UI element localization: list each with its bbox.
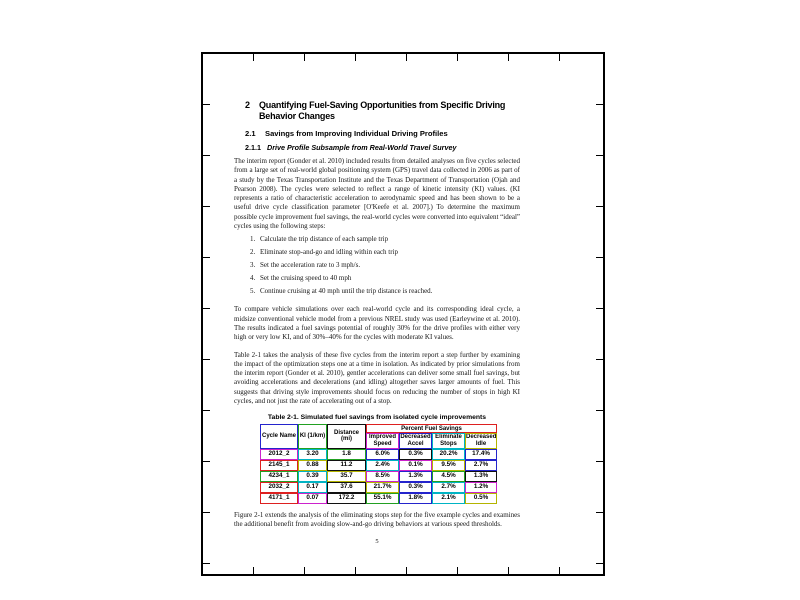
cell-distance: 11.2 [327, 460, 366, 471]
subsection-number: 2.1 [245, 129, 256, 138]
cell-decreased-accel: 0.3% [399, 449, 432, 460]
ruler-ticks-left [203, 54, 210, 574]
section-number: 2 [245, 100, 250, 110]
cell-distance: 35.7 [327, 471, 366, 482]
list-item-text: Set the acceleration rate to 3 mph/s. [260, 261, 361, 270]
section-title: Quantifying Fuel-Saving Opportunities from Specific Driving Behavior Changes [259, 100, 506, 121]
list-item-number: 3. [250, 261, 256, 270]
ideal-cycle-steps-list [234, 235, 520, 300]
list-item [250, 248, 520, 261]
cell-decreased-accel: 1.3% [399, 471, 432, 482]
table-header-row-1 [260, 424, 497, 433]
list-item-number: 1. [250, 235, 256, 244]
cell-distance: 1.8 [327, 449, 366, 460]
ruler-ticks-bottom [203, 567, 603, 574]
cell-eliminate-stops: 4.5% [432, 471, 465, 482]
list-item-text: Continue cruising at 40 mph until the trip distance is reached. [260, 287, 433, 296]
paragraph-3: Table 2-1 takes the analysis of these five cycles from the interim report a step further by examining the impact of the optimization steps one at a time in isolation. As indicated by prior simulations from the interim report (Gonder et al. 2010), gentler accelerations can deliver some small fuel savings, but avoiding accelerations and decelerations (and idling) altogether saves larger amounts of fuel. This suggests that driving style improvements should focus on reducing the number of stops in high KI cycles, and not just the rate of accelerating out of a stop. [234, 350, 520, 406]
list-item [250, 235, 520, 248]
cell-decreased-idle: 17.4% [465, 449, 497, 460]
col-header-ki: KI (1/km) [298, 424, 327, 448]
list-item [250, 274, 520, 287]
list-item [250, 261, 520, 274]
col-header-percent-fuel-savings: Percent Fuel Savings [366, 424, 497, 433]
col-header-decreased-accel: Decreased Accel [400, 434, 431, 447]
subsubsection-number: 2.1.1 [245, 143, 261, 152]
table-caption: Table 2-1. Simulated fuel savings from isolated cycle improvements [267, 414, 487, 422]
cell-ki: 0.88 [298, 460, 327, 471]
cell-improved-speed: 21.7% [366, 482, 399, 493]
cell-cycle: 2012_2 [260, 449, 298, 460]
cell-ki: 3.20 [298, 449, 327, 460]
cell-distance: 172.2 [327, 493, 366, 504]
cell-eliminate-stops: 20.2% [432, 449, 465, 460]
list-item-text: Eliminate stop-and-go and idling within each trip [260, 248, 399, 257]
cell-improved-speed: 8.5% [366, 471, 399, 482]
cell-cycle: 2032_2 [260, 482, 298, 493]
subsubsection-heading [245, 143, 520, 152]
cell-decreased-idle: 1.3% [465, 471, 497, 482]
subsection-heading [245, 129, 520, 138]
table-row [260, 460, 497, 471]
cell-eliminate-stops: 2.1% [432, 493, 465, 504]
cell-ki: 0.39 [298, 471, 327, 482]
col-header-decreased-idle: Decreased Idle [466, 434, 497, 447]
cell-ki: 0.17 [298, 482, 327, 493]
paragraph-4: Figure 2-1 extends the analysis of the eliminating stops step for the five example cycles and examines the additional benefit from avoiding slow-and-go driving behaviors at various speed thresholds. [234, 510, 520, 528]
section-heading [245, 100, 513, 122]
ruler-ticks-top [203, 54, 603, 61]
subsubsection-title: Drive Profile Subsample from Real-World Travel Survey [267, 143, 457, 152]
table-row [260, 482, 497, 493]
cell-ki: 0.07 [298, 493, 327, 504]
list-item [250, 287, 520, 300]
report-page [201, 52, 605, 576]
cell-improved-speed: 6.0% [366, 449, 399, 460]
col-header-improved-speed: Improved Speed [366, 433, 399, 448]
cell-decreased-idle: 2.7% [465, 460, 497, 471]
list-item-number: 5. [250, 287, 256, 296]
cell-decreased-accel: 0.3% [399, 482, 432, 493]
subsection-title: Savings from Improving Individual Driving Profiles [265, 129, 448, 138]
cell-cycle: 2145_1 [260, 460, 298, 471]
page-content [234, 100, 520, 546]
paragraph-1: The interim report (Gonder et al. 2010) included results from detailed analyses on five cycles selected from a large set of real-world global positioning system (GPS) travel data collected in 2006 as part of a study by the Texas Transportation Institute and the Texas Department of Transportation (Ojah and Pearson 2008). The cycles were selected to reflect a range of kinetic intensity (KI) values. (KI represents a ratio of characteristic acceleration to aerodynamic speed and has been shown to be a useful drive cycle classification parameter [O'Keefe et al. 2007].) To determine the maximum possible cycle improvement fuel savings, the real-world cycles were converted into equivalent “ideal” cycles using the following steps: [234, 157, 520, 231]
col-header-eliminate-stops: Eliminate Stops [432, 433, 465, 448]
list-item-number: 2. [250, 248, 256, 257]
cell-decreased-idle: 0.5% [465, 493, 497, 504]
table-row [260, 471, 497, 482]
cell-eliminate-stops: 9.5% [432, 460, 465, 471]
cell-improved-speed: 2.4% [366, 460, 399, 471]
cell-improved-speed: 55.1% [366, 493, 399, 504]
cell-eliminate-stops: 2.7% [432, 482, 465, 493]
cell-decreased-accel: 1.8% [399, 493, 432, 504]
cell-decreased-accel: 0.1% [399, 460, 432, 471]
col-header-distance: Distance (mi) [327, 424, 366, 448]
cell-distance: 37.6 [327, 482, 366, 493]
fuel-savings-table [260, 424, 497, 503]
page-number: 5 [375, 538, 379, 546]
col-header-cycle-name: Cycle Name [260, 424, 298, 448]
cell-cycle: 4234_1 [260, 471, 298, 482]
cell-decreased-idle: 1.2% [465, 482, 497, 493]
list-item-text: Calculate the trip distance of each sample trip [260, 235, 389, 244]
list-item-number: 4. [250, 274, 256, 283]
table-row [260, 493, 497, 504]
list-item-text: Set the cruising speed to 40 mph [260, 274, 352, 283]
ruler-ticks-right [596, 54, 603, 574]
table-row [260, 449, 497, 460]
cell-cycle: 4171_1 [260, 493, 298, 504]
paragraph-2: To compare vehicle simulations over each real-world cycle and its corresponding ideal cycle, a midsize conventional vehicle model from a previous NREL study was used (Earleywine et al. 2010). The results indicated a fuel savings potential of roughly 30% for the drive profiles with either very high or very low KI, and of 30%–40% for the cycles with moderate KI values. [234, 305, 520, 342]
